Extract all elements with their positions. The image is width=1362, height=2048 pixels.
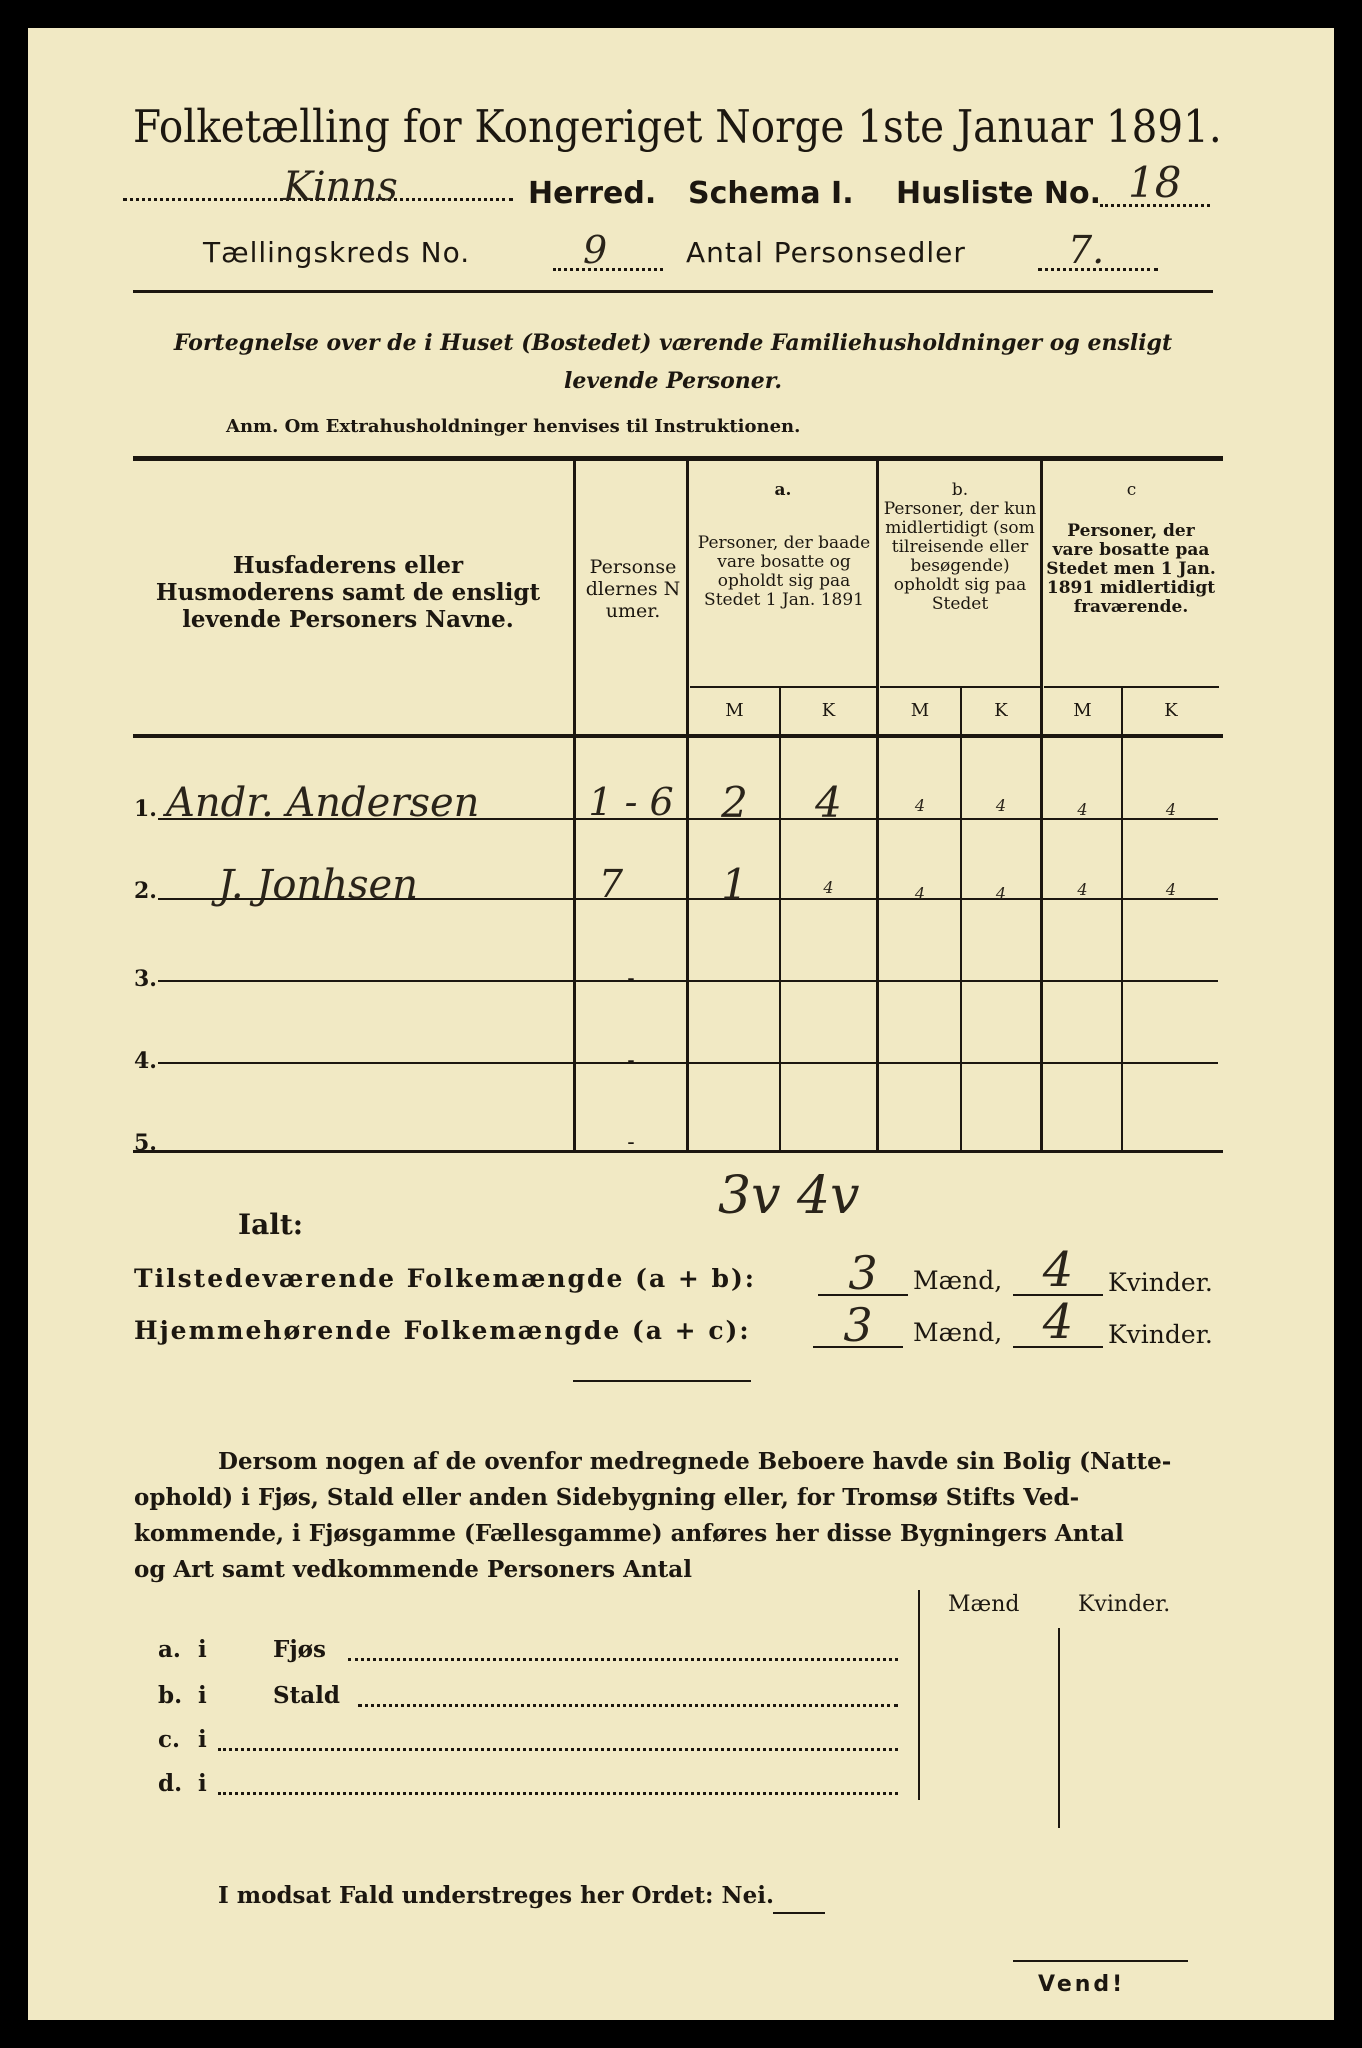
table-row-2-c-k: 4 bbox=[1165, 880, 1177, 899]
table-row-2-num: 7 bbox=[598, 862, 624, 906]
table-row-2-c-m: 4 bbox=[1077, 880, 1088, 899]
hjemme-maend-label: Mænd, bbox=[913, 1318, 1003, 1347]
table-row-1-a-k: 4 bbox=[815, 778, 842, 827]
num-column-header: Personsedlernes Numer. bbox=[585, 556, 681, 622]
small-row-c-letter: c. bbox=[158, 1726, 181, 1753]
col-c-header: Personer, der vare bosatte paa Stedet men 1 Jan. 1891 midlertidigt fraværende. bbox=[1046, 521, 1216, 617]
anm-note: Anm. Om Extrahusholdninger henvises til Instruktionen. bbox=[226, 416, 801, 437]
table-row-2-a-m: 1 bbox=[721, 860, 748, 909]
hjemme-label: Hjemmehørende Folkemængde (a + c): bbox=[134, 1316, 751, 1345]
tilstede-label: Tilstedeværende Folkemængde (a + b): bbox=[134, 1264, 757, 1293]
hjemme-kvinder-value: 4 bbox=[1042, 1294, 1074, 1350]
col-a-k-label: K bbox=[821, 700, 836, 721]
col-b-header: Personer, der kun midlertidigt (som tilreisende eller besøgende) opholdt sig paa Stedet bbox=[883, 499, 1037, 614]
table-row-1-no: 1. bbox=[134, 796, 157, 822]
small-row-b-label: Stald bbox=[273, 1682, 340, 1709]
husliste-value: 18 bbox=[1128, 158, 1182, 207]
table-row-2-b-k: 4 bbox=[995, 884, 1007, 903]
small-row-d-i: i bbox=[198, 1770, 207, 1797]
small-table-maend-header: Mænd bbox=[948, 1592, 1020, 1617]
table-row-1-a-m: 2 bbox=[721, 778, 748, 827]
small-row-d-letter: d. bbox=[158, 1770, 183, 1797]
vend-label: Vend! bbox=[1038, 1972, 1126, 1997]
ialt-label: Ialt: bbox=[238, 1208, 304, 1241]
para-line-3: kommende, i Fjøsgamme (Fællesgamme) anføres her disse Bygningers Antal bbox=[134, 1520, 1124, 1547]
husliste-label: Husliste No. bbox=[896, 176, 1101, 211]
col-c-letter: c bbox=[1126, 480, 1137, 500]
table-row-2-b-m: 4 bbox=[914, 884, 926, 903]
herred-value: Kinns bbox=[283, 164, 398, 210]
tilstede-maend-label: Mænd, bbox=[913, 1266, 1003, 1295]
small-row-b-i: i bbox=[198, 1682, 207, 1709]
tilstede-kvinder-value: 4 bbox=[1042, 1242, 1074, 1298]
small-row-a-label: Fjøs bbox=[273, 1636, 326, 1663]
col-c-m-label: M bbox=[1073, 700, 1092, 721]
para-line-4: og Art samt vedkommende Personers Antal bbox=[134, 1556, 692, 1583]
table-row-1-c-m: 4 bbox=[1077, 800, 1088, 819]
table-row-2-no: 2. bbox=[134, 878, 157, 904]
small-row-a-i: i bbox=[198, 1636, 207, 1663]
table-row-1-num: 1 - 6 bbox=[588, 780, 674, 824]
small-row-b-letter: b. bbox=[158, 1682, 183, 1709]
table-row-2-a-k: 4 bbox=[823, 878, 834, 897]
col-a-header: Personer, der baade vare bosatte og opholdt sig paa Stedet 1 Jan. 1891 bbox=[697, 533, 871, 610]
hjemme-kvinder-label: Kvinder. bbox=[1108, 1320, 1213, 1349]
modsat-fald-text: I modsat Fald understreges her Ordet: Nei. bbox=[218, 1882, 774, 1909]
small-table-kvinder-header: Kvinder. bbox=[1078, 1592, 1171, 1617]
col-b-m-label: M bbox=[910, 700, 930, 721]
col-b-k-label: K bbox=[994, 700, 1008, 721]
table-row-2-name: J. Jonhsen bbox=[218, 862, 418, 908]
table-row-3-num: - bbox=[627, 966, 635, 991]
hjemme-maend-value: 3 bbox=[843, 1298, 873, 1352]
table-row-1-b-k: 4 bbox=[995, 796, 1007, 815]
table-row-4-num: - bbox=[627, 1048, 635, 1073]
form-title: Folketælling for Kongeriget Norge 1ste Januar 1891. bbox=[133, 100, 1222, 153]
names-column-header: Husfaderens eller Husmoderens samt de ensligt levende Personers Navne. bbox=[155, 552, 541, 633]
col-c-k-label: K bbox=[1164, 700, 1178, 721]
ialt-values: 3v 4v bbox=[718, 1166, 860, 1226]
tilstede-maend-value: 3 bbox=[848, 1246, 878, 1300]
table-row-1-name: Andr. Andersen bbox=[166, 780, 480, 826]
table-row-4-no: 4. bbox=[134, 1048, 157, 1074]
small-row-c-i: i bbox=[198, 1726, 207, 1753]
table-row-5-num: - bbox=[627, 1130, 635, 1155]
kreds-label: Tællingskreds No. bbox=[203, 236, 471, 269]
table-row-3-no: 3. bbox=[134, 966, 157, 992]
col-a-m-label: M bbox=[725, 700, 744, 721]
tilstede-kvinder-label: Kvinder. bbox=[1108, 1268, 1213, 1297]
col-a-letter: a. bbox=[774, 480, 792, 500]
small-row-a-letter: a. bbox=[158, 1636, 181, 1663]
antal-value: 7. bbox=[1068, 228, 1105, 272]
schema-label: Schema I. bbox=[688, 176, 854, 211]
intro-line-2: levende Personer. bbox=[564, 368, 782, 394]
census-form-page bbox=[28, 28, 1334, 2020]
para-line-2: ophold) i Fjøs, Stald eller anden Sidebygning eller, for Tromsø Stifts Ved- bbox=[134, 1484, 1080, 1511]
antal-label: Antal Personsedler bbox=[686, 236, 966, 269]
table-row-5-no: 5. bbox=[134, 1130, 157, 1156]
intro-line-1: Fortegnelse over de i Huset (Bostedet) værende Familiehusholdninger og ensligt bbox=[173, 330, 1173, 356]
table-row-1-b-m: 4 bbox=[914, 796, 926, 815]
para-line-1: Dersom nogen af de ovenfor medregnede Beboere havde sin Bolig (Natte- bbox=[218, 1448, 1172, 1475]
table-row-1-c-k: 4 bbox=[1165, 800, 1177, 819]
col-b-letter: b. bbox=[951, 480, 969, 500]
herred-label: Herred. bbox=[528, 176, 657, 211]
kreds-value: 9 bbox=[583, 228, 608, 272]
